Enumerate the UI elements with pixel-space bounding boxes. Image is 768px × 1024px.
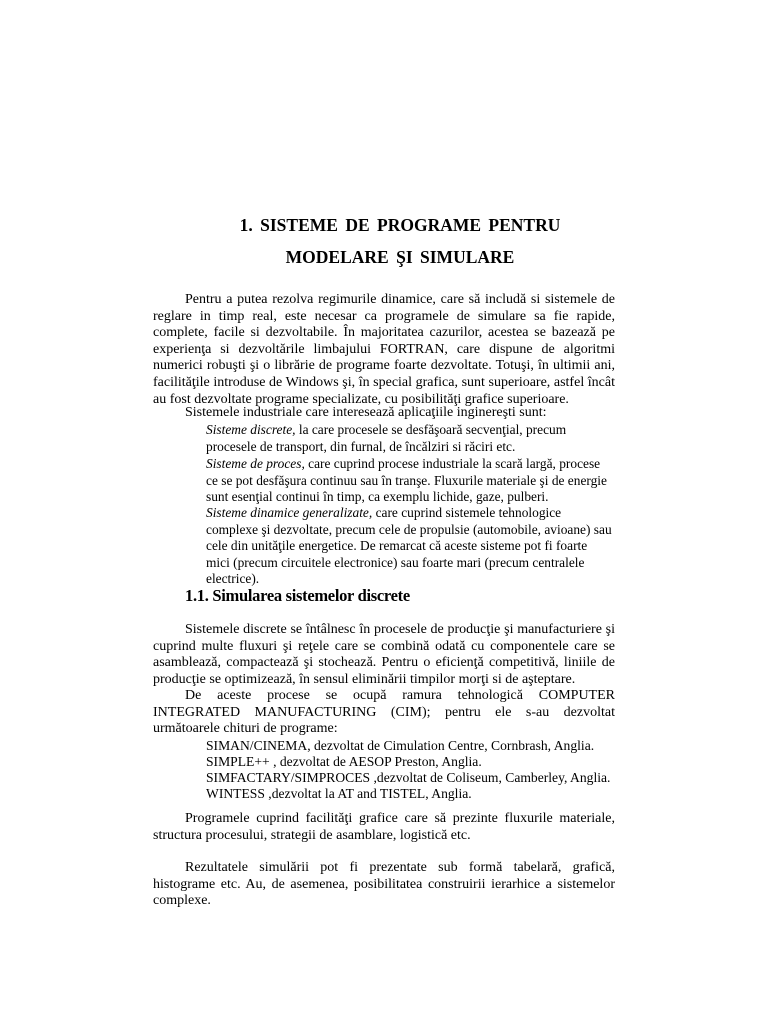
program-list-item: SIMAN/CINEMA, dezvoltat de Cimulation Centre, Cornbrash, Anglia. xyxy=(206,738,595,753)
system-type-process xyxy=(206,456,614,506)
chapter-title-line-2: MODELARE ŞI SIMULARE xyxy=(285,247,515,267)
system-type-term: Sisteme dinamice generalizate, xyxy=(206,505,373,520)
system-type-text: la care procesele se desfăşoară secvenţial, precum procesele de transport, din furnal, de încălziri si răciri etc. xyxy=(206,422,567,454)
section-paragraph-3: Programele cuprind facilităţi grafice care să prezinte fluxurile materiale, structura procesului, strategii de asamblare, logistică etc. xyxy=(153,811,615,843)
system-type-term: Sisteme discrete, xyxy=(206,422,296,437)
system-type-text: care cuprind procese industriale la scară largă, procese ce se pot desfăşura continuu sau în tranşe. Fluxurile materiale şi de energie sunt esenţial continui în timp, ca exemplu lichide, gaze, pulberi. xyxy=(206,456,607,505)
program-list-item: SIMFACTARY/SIMPROCES ,dezvoltat de Coliseum, Camberley, Anglia. xyxy=(206,770,611,785)
section-paragraph-2: De aceste procese se ocupă ramura tehnologică COMPUTER INTEGRATED MANUFACTURING (CIM); pentru ele s-au dezvoltat următoarele chituri de programe: xyxy=(153,688,615,737)
system-type-text: care cuprind sistemele tehnologice complexe şi dezvoltate, precum cele de propulsie (automobile, avioane) sau cele din unităţile energetice. De remarcat că aceste sisteme pot fi foarte mici (precum circuitele electronice) sau foarte mari (precum centralele electrice). xyxy=(206,505,612,587)
program-list-item: WINTESS ,dezvoltat la AT and TISTEL, Anglia. xyxy=(206,786,472,801)
intro-lead: Sistemele industriale care interesează aplicaţiile inginereşti sunt: xyxy=(185,405,547,420)
program-list-item: SIMPLE++ , dezvoltat de AESOP Preston, Anglia. xyxy=(206,754,482,769)
system-type-dynamic xyxy=(206,505,614,588)
intro-paragraph: Pentru a putea rezolva regimurile dinamice, care să includă si sistemele de reglare in timp real, este necesar ca programele de simulare sa fie rapide, complete, facile si dezvoltabile. În majoritatea cazurilor, acestea se bazează pe experienţa si dezvoltările limbajului FORTRAN, care dispune de algoritmi numerici robuşti şi o librărie de programe foarte dezvoltate. Totuşi, în ultimii ani, facilităţile introduse de Windows şi, în special grafica, sunt superioare, astfel încât au fost dezvoltate programe specializate, cu posibilităţi grafice superioare. xyxy=(153,292,615,407)
system-type-term: Sisteme de proces, xyxy=(206,456,305,471)
chapter-title-line-1: 1. SISTEME DE PROGRAME PENTRU xyxy=(239,215,561,235)
section-paragraph-1: Sistemele discrete se întâlnesc în procesele de producţie şi manufacturiere şi cuprind multe fluxuri şi reţele care se combină odată cu componentele care se asamblează, compactează şi stochează. Pentru o eficienţă competitivă, liniile de producţie se optimizează, în sensul eliminării timpilor morţi si de aşteptare. xyxy=(153,622,615,687)
section-paragraph-4: Rezultatele simulării pot fi prezentate sub formă tabelară, grafică, histograme etc. Au, de asemenea, posibilitatea construirii ierarhice a sistemelor complexe. xyxy=(153,860,615,909)
system-type-discrete xyxy=(206,422,614,455)
section-heading: 1.1. Simularea sistemelor discrete xyxy=(185,586,410,605)
